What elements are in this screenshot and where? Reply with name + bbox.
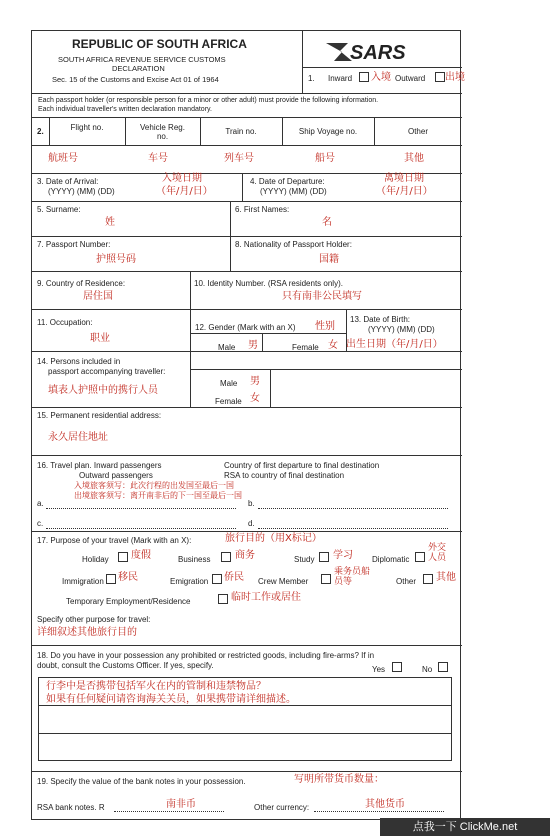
rsa-notes-label: RSA bank notes. R xyxy=(37,803,105,812)
ship-voyage-header: Ship Voyage no. xyxy=(298,127,358,136)
arrival-date-value[interactable]: 入境日期 xyxy=(162,173,202,184)
purpose-holiday-checkbox[interactable] xyxy=(118,552,128,562)
q18-yes-checkbox[interactable] xyxy=(392,662,402,672)
q18-note1: 行李中是否携带包括军火在内的管制和违禁物品？ xyxy=(46,681,266,692)
gender-female-cn[interactable]: 女 xyxy=(328,340,338,351)
accompanying-female-cn[interactable]: 女 xyxy=(250,393,260,404)
inward-checkbox[interactable] xyxy=(359,72,369,82)
passport-number-value[interactable]: 护照号码 xyxy=(96,254,136,265)
purpose-study-cn: 学习 xyxy=(333,550,353,561)
purpose-temporary-cn: 临时工作或居住 xyxy=(231,592,301,603)
surname-value[interactable]: 姓 xyxy=(105,217,115,228)
q3-label: 3. Date of Arrival: xyxy=(37,177,99,186)
purpose-diplomatic-checkbox[interactable] xyxy=(415,552,425,562)
accompanying-male-cn[interactable]: 男 xyxy=(250,376,260,387)
purpose-emigration-cn: 侨民 xyxy=(224,572,244,583)
q16-letter-b: b. xyxy=(248,499,255,508)
q12-label: 12. Gender (Mark with an X) xyxy=(195,323,296,332)
purpose-study-label: Study xyxy=(294,555,315,564)
accompanying-male-label: Male xyxy=(220,379,238,388)
vehicle-reg-header: Vehicle Reg. no. xyxy=(140,123,185,141)
purpose-crew-label: Crew Member xyxy=(258,577,309,586)
service-line1: SOUTH AFRICA REVENUE SERVICE CUSTOMS xyxy=(58,55,226,64)
q14-label-line2: passport accompanying traveller: xyxy=(48,367,166,376)
date-of-birth-value[interactable]: 出生日期（年/月/日） xyxy=(346,339,443,350)
intro-line1: Each passport holder (or responsible person for a minor or other adult) must provide the following information. xyxy=(38,97,379,104)
q16-note2: 出境旅客须写：离开南非后的下一国至最后一国 xyxy=(74,491,242,500)
q16-label: 16. Travel plan. Inward passengers xyxy=(37,461,162,470)
q11-label: 11. Occupation: xyxy=(37,318,93,327)
sars-logo xyxy=(324,39,414,65)
sars-wordmark: SARS xyxy=(350,42,406,64)
purpose-immigration-checkbox[interactable] xyxy=(106,574,116,584)
purpose-crew-cn: 乘务员船员等 xyxy=(334,567,371,587)
q16-outward: Outward passengers xyxy=(79,471,153,480)
q9-label: 9. Country of Residence: xyxy=(37,279,126,288)
q18-note2: 如果有任何疑问请咨询海关关员，如果携带请详细描述。 xyxy=(46,694,296,705)
q18-no-label: No xyxy=(422,665,433,674)
q19-label: 19. Specify the value of the bank notes in your possession. xyxy=(37,777,246,786)
q5-label: 5. Surname: xyxy=(37,205,81,214)
purpose-immigration-label: Immigration xyxy=(62,577,104,586)
q7-label: 7. Passport Number: xyxy=(37,240,111,249)
q8-label: 8. Nationality of Passport Holder: xyxy=(235,240,352,249)
purpose-other-checkbox[interactable] xyxy=(423,574,433,584)
nationality-value[interactable]: 国籍 xyxy=(319,254,339,265)
purpose-study-checkbox[interactable] xyxy=(319,552,329,562)
identity-number-value[interactable]: 只有南非公民填写 xyxy=(282,291,362,302)
q17-label-cn: 旅行目的（用X标记） xyxy=(225,533,322,544)
flight-no-header: Flight no. xyxy=(70,123,104,132)
purpose-business-label: Business xyxy=(178,555,211,564)
purpose-other-label: Other xyxy=(396,577,417,586)
other-header: Other xyxy=(407,127,428,136)
q2-number: 2. xyxy=(37,127,44,136)
specify-purpose-label: Specify other purpose for travel: xyxy=(37,615,151,624)
gender-male-cn[interactable]: 男 xyxy=(248,340,258,351)
specify-purpose-cn[interactable]: 详细叙述其他旅行目的 xyxy=(37,627,137,638)
ship-voyage-value[interactable]: 船号 xyxy=(315,153,335,164)
service-line2: DECLARATION xyxy=(112,64,165,73)
gender-female-label: Female xyxy=(292,343,319,352)
flight-no-value[interactable]: 航班号 xyxy=(48,153,78,164)
purpose-temporary-label: Temporary Employment/Residence xyxy=(66,597,191,606)
purpose-immigration-cn: 移民 xyxy=(118,572,138,583)
act-reference: Sec. 15 of the Customs and Excise Act 01 of 1964 xyxy=(52,75,219,84)
q16-dest1: Country of first departure to final destination xyxy=(224,461,380,470)
inward-cn: 入境 xyxy=(371,72,391,83)
q18-label-line2: doubt, consult the Customs Officer. If yes, specify. xyxy=(37,661,214,670)
q16-letter-c: c. xyxy=(37,519,44,528)
q17-label: 17. Purpose of your travel (Mark with an X): xyxy=(37,536,192,545)
outward-label: Outward xyxy=(395,74,426,83)
watermark-footer: 点我一下 ClickMe.net xyxy=(380,818,550,836)
q13-format: (YYYY) (MM) (DD) xyxy=(368,325,435,334)
purpose-diplomatic-cn: 外交人员 xyxy=(428,543,447,563)
purpose-temporary-checkbox[interactable] xyxy=(218,594,228,604)
occupation-value[interactable]: 职业 xyxy=(90,333,110,344)
gender-cn: 性别 xyxy=(315,321,335,332)
country-of-residence-value[interactable]: 居住国 xyxy=(83,291,113,302)
purpose-holiday-cn: 度假 xyxy=(131,550,151,561)
q15-label: 15. Permanent residential address: xyxy=(37,411,162,420)
purpose-diplomatic-label: Diplomatic xyxy=(372,555,410,564)
q4-format: (YYYY) (MM) (DD) xyxy=(260,187,327,196)
q18-yes-label: Yes xyxy=(372,665,386,674)
q3-format: (YYYY) (MM) (DD) xyxy=(48,187,115,196)
departure-date-value[interactable]: 离境日期 xyxy=(384,173,424,184)
q16-dest2: RSA to country of final destination xyxy=(224,471,345,480)
rsa-notes-value[interactable]: 南非币 xyxy=(166,799,196,810)
gender-male-label: Male xyxy=(218,343,236,352)
other-currency-value[interactable]: 其他货币 xyxy=(365,799,405,810)
q18-no-checkbox[interactable] xyxy=(438,662,448,672)
train-no-header: Train no. xyxy=(225,127,257,136)
q16-note1: 入境旅客须写：此次行程的出发国至最后一国 xyxy=(74,481,234,490)
train-no-value[interactable]: 列车号 xyxy=(224,153,254,164)
inward-label: Inward xyxy=(328,74,353,83)
departure-date-format-cn: （年/月/日） xyxy=(376,186,433,197)
purpose-crew-checkbox[interactable] xyxy=(321,574,331,584)
country-title: REPUBLIC OF SOUTH AFRICA xyxy=(72,37,247,51)
other-value[interactable]: 其他 xyxy=(404,153,424,164)
outward-cn: 出境 xyxy=(445,72,465,83)
purpose-holiday-label: Holiday xyxy=(82,555,109,564)
q18-label-line1: 18. Do you have in your possession any prohibited or restricted goods, including fire-arms? If in xyxy=(37,651,375,660)
first-names-value[interactable]: 名 xyxy=(322,217,332,228)
q6-label: 6. First Names: xyxy=(235,205,290,214)
arrival-date-format-cn: （年/月/日） xyxy=(156,186,213,197)
purpose-business-cn: 商务 xyxy=(235,550,255,561)
purpose-emigration-checkbox[interactable] xyxy=(212,574,222,584)
accompanying-female-label: Female xyxy=(215,397,242,406)
vehicle-reg-value[interactable]: 车号 xyxy=(148,153,168,164)
q1-number: 1. xyxy=(308,74,315,83)
purpose-emigration-label: Emigration xyxy=(170,577,209,586)
q13-label: 13. Date of Birth: xyxy=(350,315,411,324)
other-currency-label: Other currency: xyxy=(254,803,310,812)
q14-label-line1: 14. Persons included in xyxy=(37,357,121,366)
customs-declaration-form xyxy=(31,30,465,820)
intro-line2: Each individual traveller's written declaration mandatory. xyxy=(38,106,212,113)
q10-label: 10. Identity Number. (RSA residents only). xyxy=(194,279,343,288)
purpose-business-checkbox[interactable] xyxy=(221,552,231,562)
q19-label-cn: 写明所带货币数量： xyxy=(294,774,384,785)
q16-letter-d: d. xyxy=(248,519,255,528)
accompanying-persons-value[interactable]: 填表人护照中的携行人员 xyxy=(48,385,158,396)
purpose-other-cn: 其他 xyxy=(436,572,456,583)
q4-label: 4. Date of Departure: xyxy=(250,177,325,186)
outward-checkbox[interactable] xyxy=(435,72,445,82)
q16-letter-a: a. xyxy=(37,499,44,508)
permanent-address-value[interactable]: 永久居住地址 xyxy=(48,432,108,443)
